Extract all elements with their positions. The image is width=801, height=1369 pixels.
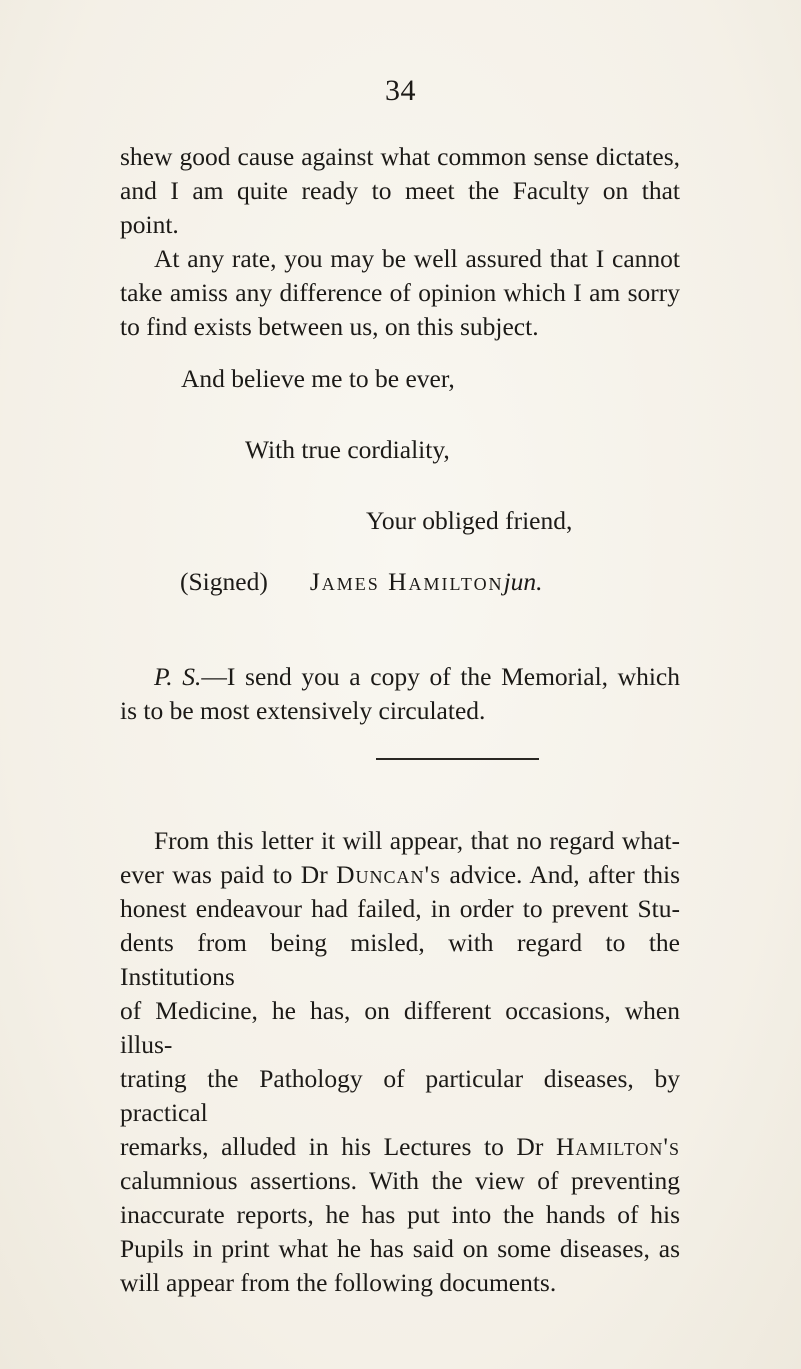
text-line: is to be most extensively circulated. xyxy=(120,696,486,725)
letter-paragraph-1 xyxy=(120,140,680,242)
signed-label: (Signed) xyxy=(180,567,268,596)
postscript-text: —I send you a copy of the Memorial, which xyxy=(201,662,680,691)
text-line: trating the Pathology of particular diseases, by practical xyxy=(120,1064,680,1127)
person-name: Duncan's xyxy=(336,860,442,889)
text-line xyxy=(120,660,680,694)
signature-line xyxy=(180,565,543,599)
text-line: From this letter it will appear, that no regard what- xyxy=(154,826,680,855)
text-line: shew good cause against what common sense dictates, xyxy=(120,142,680,171)
text-line: point. xyxy=(120,210,179,239)
postscript-label: P. S. xyxy=(154,662,202,691)
text-line: Pupils in print what he has said on some diseases, as xyxy=(120,1234,680,1263)
text-line: take amiss any difference of opinion which I am sorry xyxy=(120,278,680,307)
text-line: At any rate, you may be well assured that I cannot xyxy=(154,244,680,273)
text-line xyxy=(120,858,680,892)
body-paragraph xyxy=(120,824,680,1300)
text-line: dents from being misled, with regard to the Institutions xyxy=(120,928,680,991)
signer-name: James Hamilton xyxy=(309,567,504,596)
person-name: Hamilton's xyxy=(555,1132,680,1161)
text-fragment: ever was paid to Dr xyxy=(120,860,337,889)
section-divider xyxy=(376,758,539,760)
text-line: to find exists between us, on this subject. xyxy=(120,312,539,341)
letter-paragraph-2 xyxy=(120,242,680,344)
text-line: honest endeavour had failed, in order to prevent Stu- xyxy=(120,894,680,923)
closing-line-2: With true cordiality, xyxy=(245,435,450,464)
text-line: inaccurate reports, he has put into the hands of his xyxy=(120,1200,680,1229)
closing-line-3: Your obliged friend, xyxy=(366,506,573,535)
text-line: of Medicine, he has, on different occasions, when illus- xyxy=(120,996,680,1059)
signer-suffix: jun. xyxy=(503,567,543,596)
postscript xyxy=(120,660,680,728)
text-line: and I am quite ready to meet the Faculty on that xyxy=(120,176,680,205)
text-line: calumnious assertions. With the view of preventing xyxy=(120,1166,680,1195)
text-fragment: advice. And, after this xyxy=(441,860,680,889)
page-number: 34 xyxy=(385,74,416,107)
text-fragment: remarks, alluded in his Lectures to Dr xyxy=(120,1132,556,1161)
closing-line-1: And believe me to be ever, xyxy=(181,364,455,393)
text-line: will appear from the following documents. xyxy=(120,1268,557,1297)
text-line xyxy=(120,1130,680,1164)
